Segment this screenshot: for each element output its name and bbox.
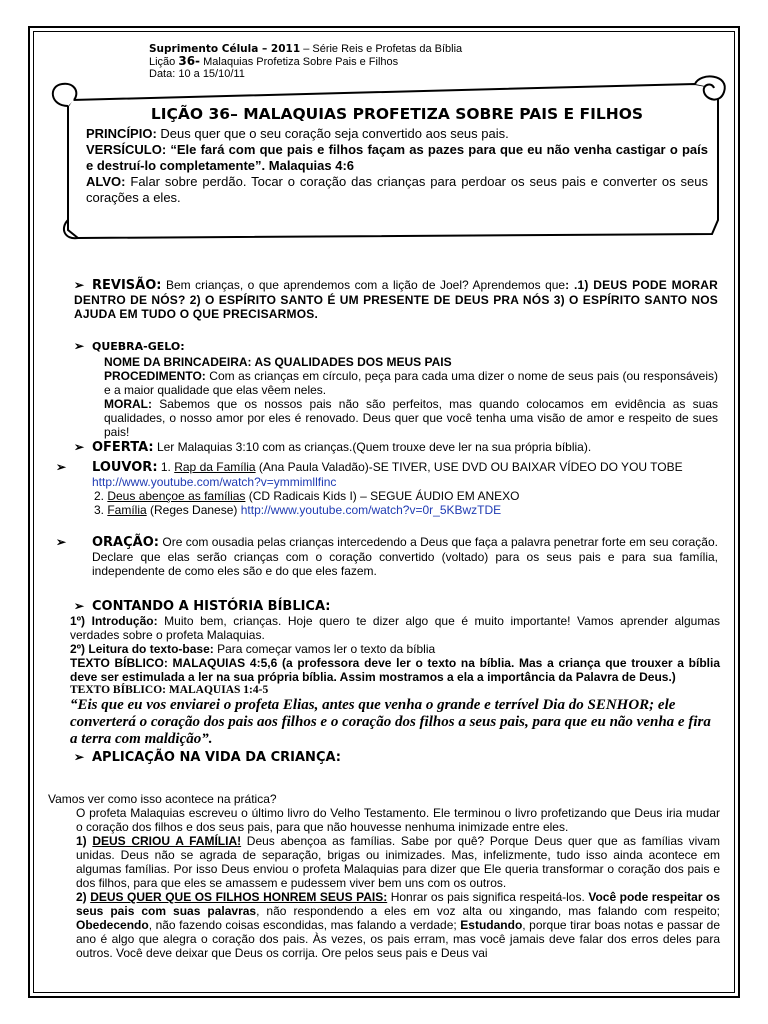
lesson-title: LIÇÃO 36– MALAQUIAS PROFETIZA SOBRE PAIS E FILHOS — [150, 105, 644, 123]
section-historia — [70, 599, 720, 765]
quebra-name: NOME DA BRINCADEIRA: AS QUALIDADES DOS MEUS PAIS — [104, 355, 452, 369]
arrow-bullet-icon: ➢ — [74, 599, 85, 613]
louvor-item2-num: 2. — [94, 489, 108, 503]
point2-g: , porque tirar boas notas e passar de ano é algo que alegra o coração dos pais. Às vezes, os pais erram, mas você jamais deve falar dos erros deles para outros. Você deve deixar que Deus os corrija. Ore pelos seus pais e Deus vai — [76, 918, 720, 960]
moral-text: Sabemos que os nossos pais não são perfeitos, mas quando colocamos em evidência as suas qualidades, o nosso amor por eles é renovado. Deus quer que você tenha uma visão de amor e respeito de sues pais! — [104, 397, 718, 439]
arrow-bullet-icon: ➢ — [56, 535, 67, 549]
revisao-label: REVISÃO: — [92, 278, 162, 293]
revisao-caps: : .1) DEUS PODE MORAR DENTRO DE NÓS? 2) O ESPÍRITO SANTO É UM PRESENTE DE DEUS PRA NÓS 3) O ESPÍRITO SANTO NOS AJUDA EM TUDO O QUE PRECISARMOS. — [74, 278, 718, 321]
arrow-bullet-icon: ➢ — [56, 460, 67, 474]
section-oracao — [56, 535, 718, 578]
verse-text: “Ele fará com que pais e filhos façam as pazes para que eu não venha castigar o país e destruí-lo completamente”. Malaquias 4:6 — [86, 142, 708, 173]
point2-c: , não respondendo a eles em voz alta ou xingando, mas falando com respeito; — [256, 904, 720, 918]
louvor-label: LOUVOR: — [92, 460, 158, 475]
procedure-text: Com as crianças em círculo, peça para cada uma dizer o nome de seus pais (ou responsáveis) e a maior qualidade que elas vêem neles. — [104, 369, 718, 397]
leitura-text: Para começar vamos ler o texto da bíblia — [213, 642, 436, 656]
point2-f: Estudando — [460, 918, 523, 932]
aplicacao-point2 — [48, 890, 720, 960]
texto-biblico-ref: TEXTO BÍBLICO: MALAQUIAS 1:4-5 — [70, 684, 269, 696]
header-lesson-a: Lição — [149, 56, 179, 68]
bible-quote: “Eis que eu vos enviarei o profeta Elias, antes que venha o grande e terrível Dia do SENHOR; ele converterá o coração dos pais aos filhos e o coração dos filhos a seus pais, para que eu não venha e fira a terra com maldição”. — [70, 697, 711, 747]
section-revisao — [74, 278, 718, 321]
section-oferta — [74, 440, 718, 455]
intro-text: Muito bem, crianças. Hoje quero te dizer algo que é muito importante! Vamos aprender algumas verdades sobre o profeta Malaquias. — [70, 614, 720, 642]
arrow-bullet-icon: ➢ — [74, 278, 85, 292]
section-louvor — [56, 460, 718, 517]
arrow-bullet-icon: ➢ — [74, 750, 85, 764]
verse-label: VERSÍCULO: — [86, 142, 167, 157]
quebra-label: QUEBRA-GELO: — [92, 340, 185, 353]
louvor-item3-rest: (Reges Danese) — [146, 503, 241, 517]
arrow-bullet-icon: ➢ — [74, 339, 85, 353]
louvor-item2-title: Deus abençoe as famílias — [107, 489, 246, 503]
aplicacao-intro: Vamos ver como isso acontece na prática? — [48, 792, 277, 806]
oferta-text: Ler Malaquias 3:10 com as crianças.(Quem trouxe deve ler na sua própria bíblia). — [153, 440, 592, 454]
point2-label: DEUS QUER QUE OS FILHOS HONREM SEUS PAIS: — [90, 890, 388, 904]
point2-num: 2) — [76, 890, 91, 904]
principle-text: Deus quer que o seu coração seja convertido aos seus pais. — [156, 126, 509, 141]
arrow-bullet-icon: ➢ — [74, 440, 85, 454]
quebra-moral — [74, 397, 718, 439]
goal-label: ALVO: — [86, 174, 126, 189]
lesson-summary-box — [86, 104, 708, 206]
louvor-item3-title: Família — [107, 503, 147, 517]
texto-biblico-main: TEXTO BÍBLICO: MALAQUIAS 4:5,6 (a professora deve ler o texto na bíblia. Mas a criança que trouxer a bíblia deve ser estimulada a ler na sua própria bíblia. Assim mostramos a ela a importância da Palavra de Deus.) — [70, 656, 720, 684]
header-date: Data: 10 a 15/10/11 — [149, 68, 245, 80]
quebra-procedure — [74, 369, 718, 397]
header-lesson-b: Malaquias Profetiza Sobre Pais e Filhos — [200, 56, 399, 68]
goal-line — [86, 174, 708, 206]
point2-a: Honrar os pais significa respeitá-los. — [387, 890, 589, 904]
oracao-label: ORAÇÃO: — [92, 535, 159, 550]
header-lesson-num: 36- — [178, 54, 201, 68]
louvor-item3-link[interactable]: http://www.youtube.com/watch?v=0r_5KBwzTDE — [240, 503, 502, 517]
oracao-text: Ore com ousadia pelas crianças intercedendo a Deus que faça a palavra penetrar forte em seu coração. Declare que elas serão crianças com o coração convertido (voltado) para os seus pais e para sua família, independente de como eles são e do que eles fazem. — [92, 535, 718, 578]
oferta-label: OFERTA: — [92, 440, 154, 455]
procedure-label: PROCEDIMENTO: — [104, 369, 206, 383]
point1-text: Deus abençoa as famílias. Sabe por quê? Porque Deus quer que as famílias vivam unidas. Deus não se agrada de separação, brigas ou inimizades. Mas, infelizmente, tudo isso ainda acontece em algumas famílias. Por isso Deus enviou o profeta Malaquias para dizer que Ele queria transformar o coração dos pais e dos filhos, para que eles se amassem e pudessem viver bem uns com os outros. — [76, 834, 720, 890]
principle-line — [86, 126, 708, 142]
revisao-text: Bem crianças, o que aprendemos com a lição de Joel? Aprendemos que — [161, 278, 566, 292]
section-quebra-gelo — [74, 339, 718, 439]
aplicacao-label: APLICAÇÃO NA VIDA DA CRIANÇA: — [92, 750, 341, 765]
louvor-item1-title: Rap da Família — [174, 460, 256, 474]
verse-line — [86, 142, 708, 174]
point1-num: 1) — [76, 834, 93, 848]
louvor-item1-num: 1. — [157, 460, 175, 474]
louvor-item1-rest: (Ana Paula Valadão)-SE TIVER, USE DVD OU BAIXAR VÍDEO DO YOU TOBE — [255, 460, 683, 474]
point2-d: Obedecendo — [76, 918, 149, 932]
principle-label: PRINCÍPIO: — [86, 126, 157, 141]
point1-label: DEUS CRIOU A FAMÍLIA! — [92, 834, 242, 848]
louvor-item1-link[interactable]: http://www.youtube.com/watch?v=ymmimllfinc — [92, 475, 337, 489]
historia-leitura — [70, 642, 720, 656]
louvor-item2-rest: (CD Radicais Kids I) – SEGUE ÁUDIO EM ANEXO — [245, 489, 520, 503]
goal-text: Falar sobre perdão. Tocar o coração das crianças para perdoar os seus pais e converter os seus corações a eles. — [86, 174, 708, 205]
header-series-rest: – Série Reis e Profetas da Bíblia — [300, 43, 463, 55]
leitura-label: 2º) Leitura do texto-base: — [70, 642, 214, 656]
point2-e: , não fazendo coisas escondidas, mas falando a verdade; — [148, 918, 461, 932]
historia-label: CONTANDO A HISTÓRIA BÍBLICA: — [92, 599, 331, 614]
header-series-bold: Suprimento Célula – 2011 — [149, 43, 301, 55]
moral-label: MORAL: — [104, 397, 152, 411]
historia-intro — [70, 614, 720, 642]
louvor-item3-num: 3. — [94, 503, 108, 517]
intro-label: 1º) Introdução: — [70, 614, 158, 628]
aplicacao-point1 — [48, 834, 720, 890]
aplicacao-para1: O profeta Malaquias escreveu o último livro do Velho Testamento. Ele terminou o livro profetizando que Deus iria mudar o coração dos filhos e dos seus pais, para que não houvesse nenhuma inimizade entre eles. — [76, 806, 720, 834]
point2-b: Você pode respeitar os seus pais com suas palavras — [76, 890, 720, 918]
section-aplicacao — [48, 792, 720, 960]
